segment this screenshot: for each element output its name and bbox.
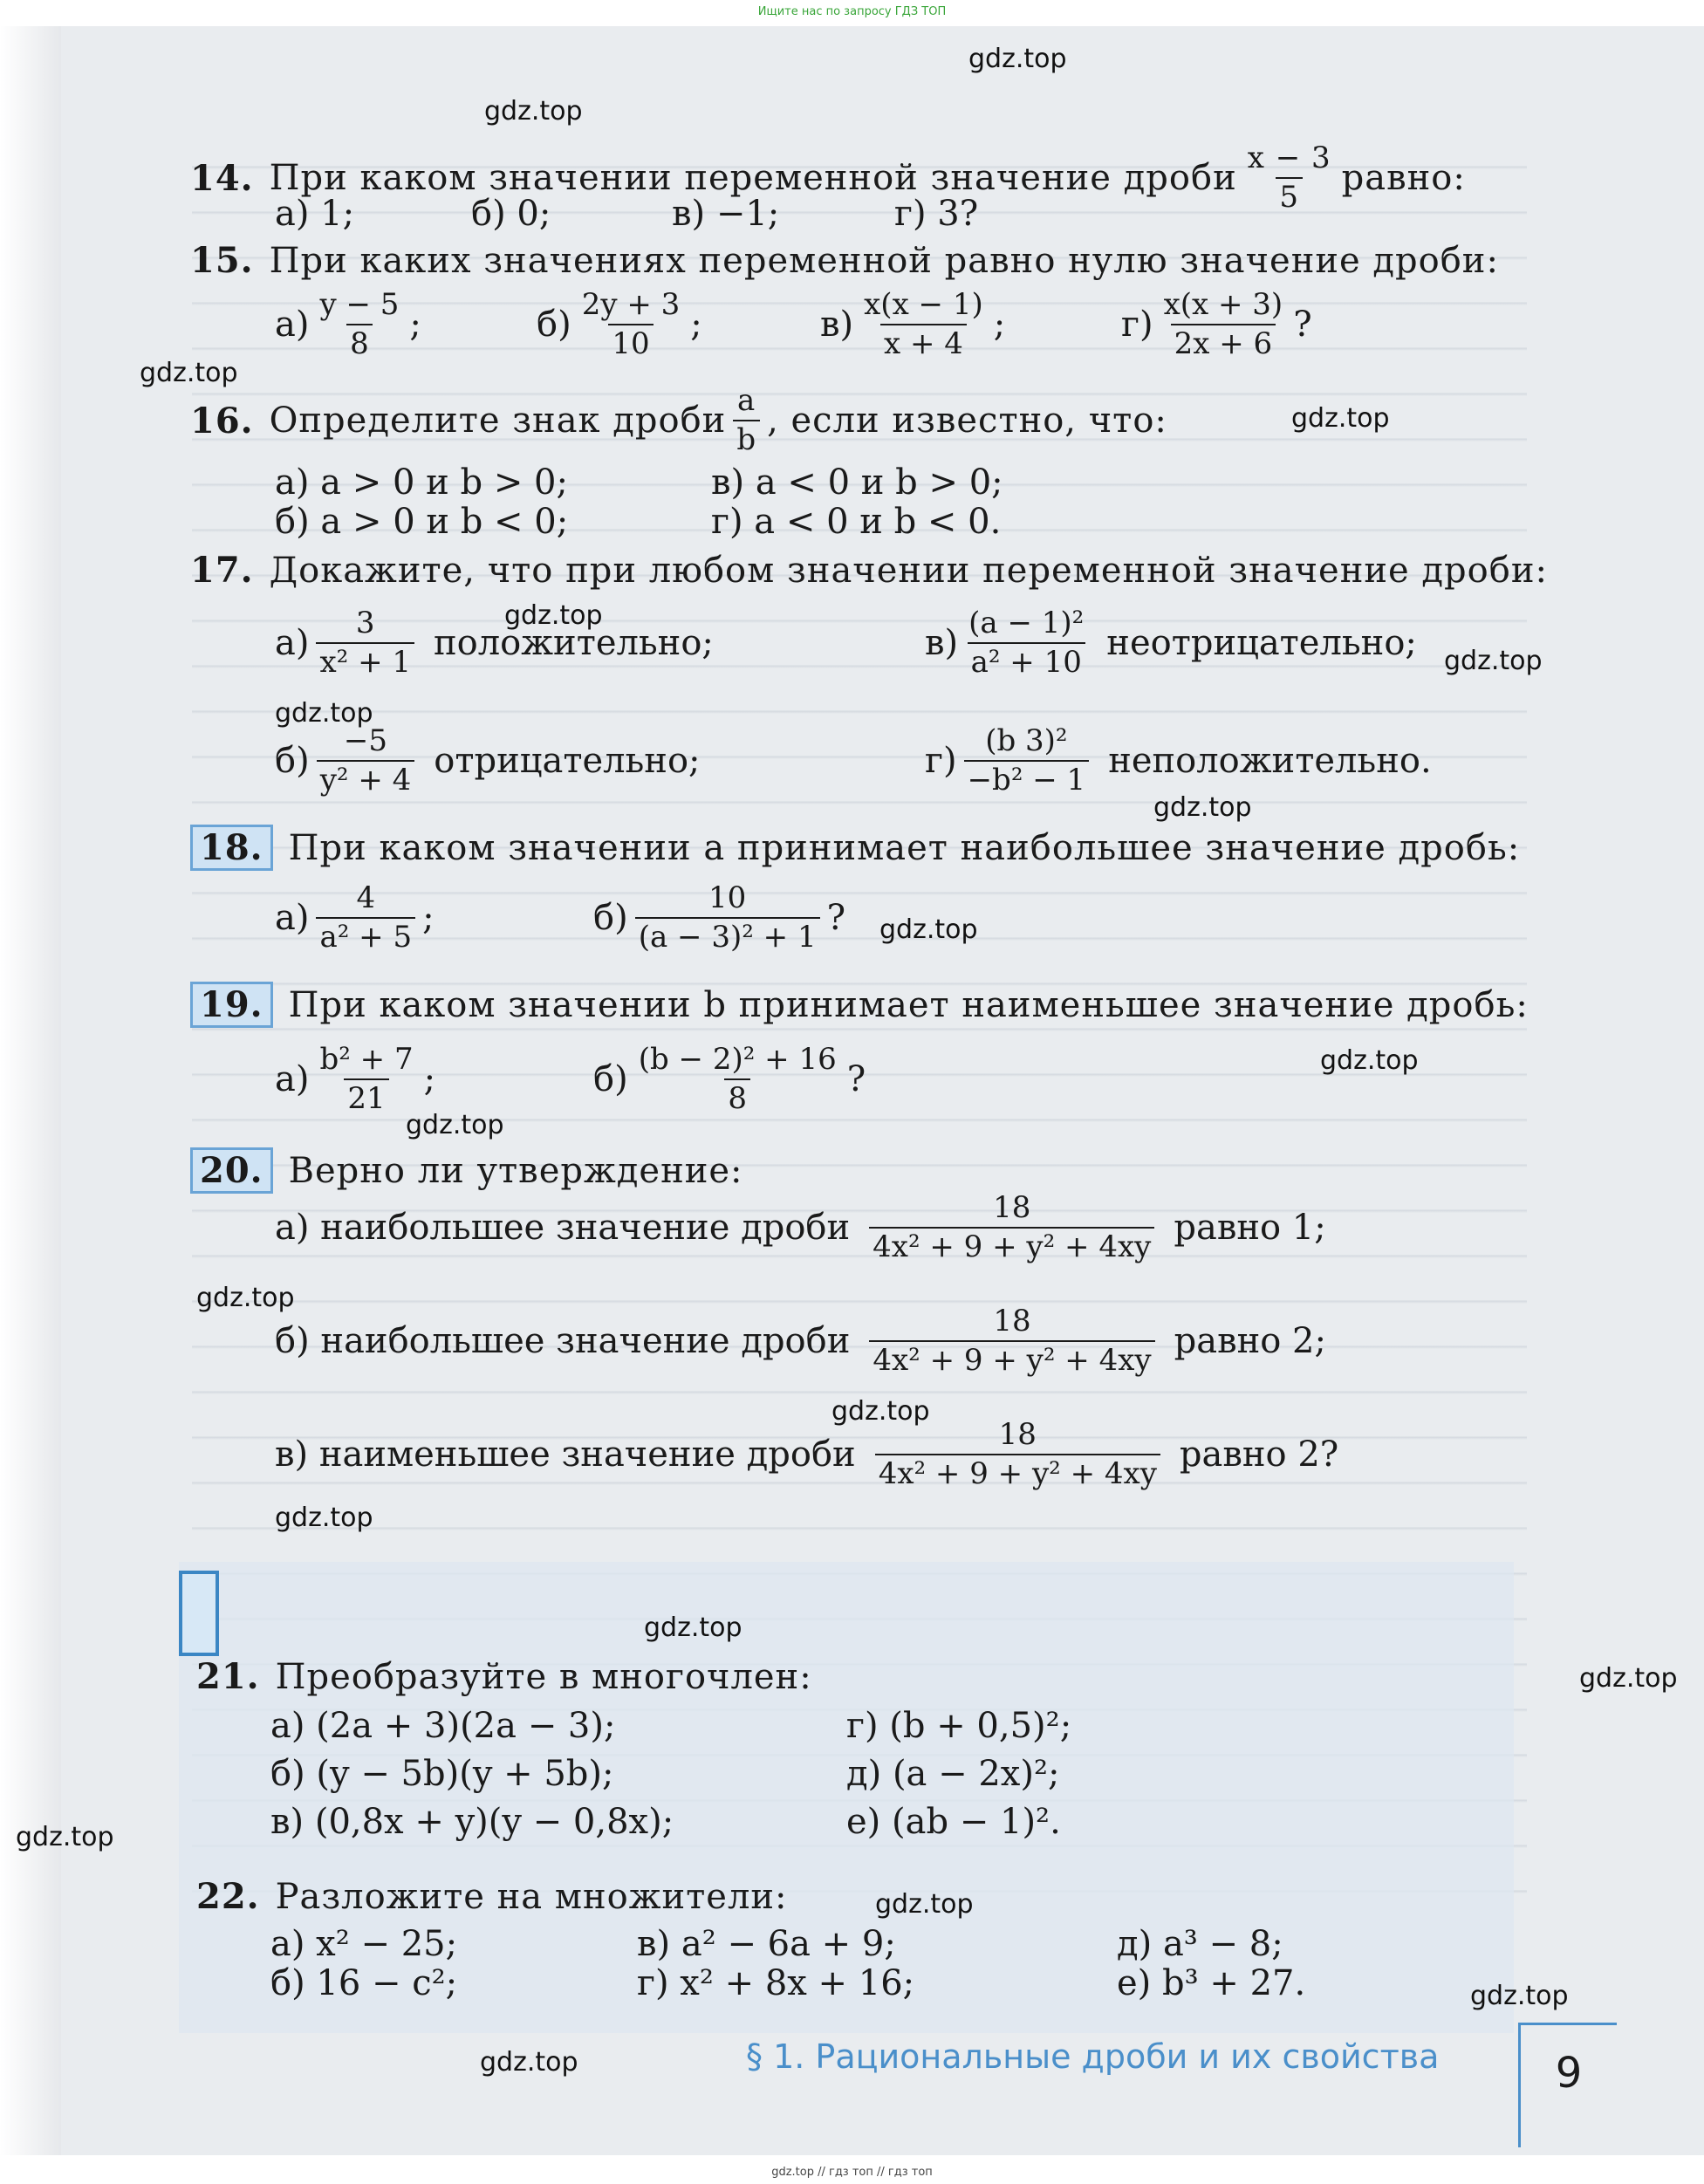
problem-number: 18. [190,825,273,871]
option: г) (b + 0,5)²; [846,1706,1072,1746]
watermark: gdz.top [1579,1663,1678,1694]
problem-text: Верно ли утверждение: [288,1151,743,1191]
watermark: gdz.top [1153,792,1252,823]
watermark: gdz.top [504,600,603,631]
problem-number: 17. [190,550,254,591]
problem-text: Определите знак дроби [269,401,727,442]
problem-number: 15. [190,240,254,281]
problem-text: Докажите, что при любом значении переменной значение дроби: [269,551,1548,591]
option: а) x² − 25; [270,1924,458,1964]
option-v: в) $\frac{\text{(a − 1)²}}{\text{a² + 10}}$ неотрицательно; [925,606,1417,681]
page-number: 9 [1518,2023,1617,2147]
option: а) (2a + 3)(2a − 3); [270,1706,616,1746]
watermark: gdz.top [480,2047,578,2078]
option: д) a³ − 8; [1117,1924,1283,1964]
problem-14 [190,141,1466,215]
problem-text: При каком значении a принимает наибольшее значение дробь: [288,828,1521,868]
watermark: gdz.top [879,914,978,945]
fraction: $\frac{x - 3}{5}$ [1247,140,1331,216]
watermark: gdz.top [968,44,1067,74]
option: б) a > 0 и b < 0; [275,502,569,542]
problem-number: 14. [190,157,254,199]
option: г) 3? [894,194,979,234]
option-b: б) $\frac{-5}{\text{y² + 4}}$ отрицательно; [275,723,701,798]
option: б) 0; [471,194,551,234]
problem-number: 20. [190,1147,273,1194]
problem-number: 21. [196,1656,260,1697]
option-b: б) наибольшее значение дроби $\frac{18}{\text{4x² + 9 + y² + 4xy}}$ равно 2; [275,1304,1326,1379]
header-link[interactable]: Ищите нас по запросу ГДЗ ТОП [757,5,947,18]
problem-15 [190,240,1499,281]
watermark: gdz.top [275,698,373,729]
exercises-marker [179,1571,219,1656]
option-b: б) $\frac{10}{\text{(a − 3)² + 1}}$ ? [593,880,846,955]
problem-16 [190,384,1167,457]
problem-19 [190,982,1529,1028]
footer-link[interactable]: gdz.top // гдз топ // гдз топ [771,2166,933,2179]
problem-text: Преобразуйте в многочлен: [275,1657,812,1697]
option-g: г) $\frac{x(x + 3)}{2x + 6}$ ? [1121,287,1312,362]
problem-text: При каком значении b принимает наименьшее значение дробь: [288,985,1529,1025]
option: а) 1; [275,194,355,234]
option-b: б) $\frac{2y + 3}{10}$ ; [537,287,702,362]
option: г) x² + 8x + 16; [637,1963,915,2003]
option-v: в) наименьшее значение дроби $\frac{18}{\text{4x² + 9 + y² + 4xy}}$ равно 2? [275,1417,1339,1492]
watermark: gdz.top [1444,646,1543,676]
watermark: gdz.top [1470,1981,1569,2011]
option: в) −1; [672,194,780,234]
option-v: в) $\frac{x(x - 1)}{x + 4}$ ; [820,287,1006,362]
option-g: г) $\frac{\text{(b 3)²}}{\text{−b² − 1}}$ неположительно. [925,723,1432,798]
watermark: gdz.top [644,1612,743,1643]
option-a: а) $\frac{4}{\text{a² + 5}}$ ; [275,880,435,955]
problem-22 [196,1876,788,1917]
option-a: а) наибольшее значение дроби $\frac{18}{\text{4x² + 9 + y² + 4xy}}$ равно 1; [275,1190,1326,1265]
option: б) 16 − c²; [270,1963,458,2003]
watermark: gdz.top [140,358,238,388]
option: б) (y − 5b)(y + 5b); [270,1754,614,1794]
fraction: $\frac{a}{b}$ [733,384,760,457]
problem-number: 22. [196,1876,260,1917]
option: а) a > 0 и b > 0; [275,462,568,503]
problem-number: 19. [190,982,273,1028]
option-b: б) $\frac{\text{(b − 2)² + 16}}{8}$ ? [593,1042,866,1117]
watermark: gdz.top [196,1283,295,1313]
problem-18 [190,825,1520,871]
watermark: gdz.top [1291,403,1390,434]
option-a: а) $\frac{\text{b² + 7}}{21}$ ; [275,1042,436,1117]
watermark: gdz.top [275,1503,373,1533]
section-title: § 1. Рациональные дроби и их свойства [746,2037,1440,2076]
option: д) (a − 2x)²; [846,1754,1060,1794]
option-a: а) $\frac{y - 5}{8}$ ; [275,287,421,362]
watermark: gdz.top [1320,1045,1419,1076]
problem-text: При каких значениях переменной равно нулю значение дроби: [269,241,1499,281]
option: в) a < 0 и b > 0; [711,462,1003,503]
problem-text-tail: равно: [1341,158,1466,199]
watermark: gdz.top [484,96,583,127]
option: е) (ab − 1)². [846,1802,1061,1842]
problem-text: При каком значении переменной значение дроби [269,158,1237,199]
problem-20 [190,1147,743,1194]
option: г) a < 0 и b < 0. [711,502,1002,542]
option-a: а) $\frac{3}{\text{x² + 1}}$ положительно; [275,606,714,681]
option: е) b³ + 27. [1117,1963,1306,2003]
option: в) a² − 6a + 9; [637,1924,896,1964]
problem-text-tail: , если известно, что: [767,401,1167,442]
problem-17 [190,550,1548,591]
watermark: gdz.top [875,1889,974,1920]
problem-number: 16. [190,400,254,442]
watermark: gdz.top [831,1396,930,1427]
watermark: gdz.top [406,1110,504,1140]
option: в) (0,8x + y)(y − 0,8x); [270,1802,674,1842]
problem-21 [196,1656,812,1697]
problem-text: Разложите на множители: [275,1877,788,1917]
watermark: gdz.top [16,1822,114,1852]
